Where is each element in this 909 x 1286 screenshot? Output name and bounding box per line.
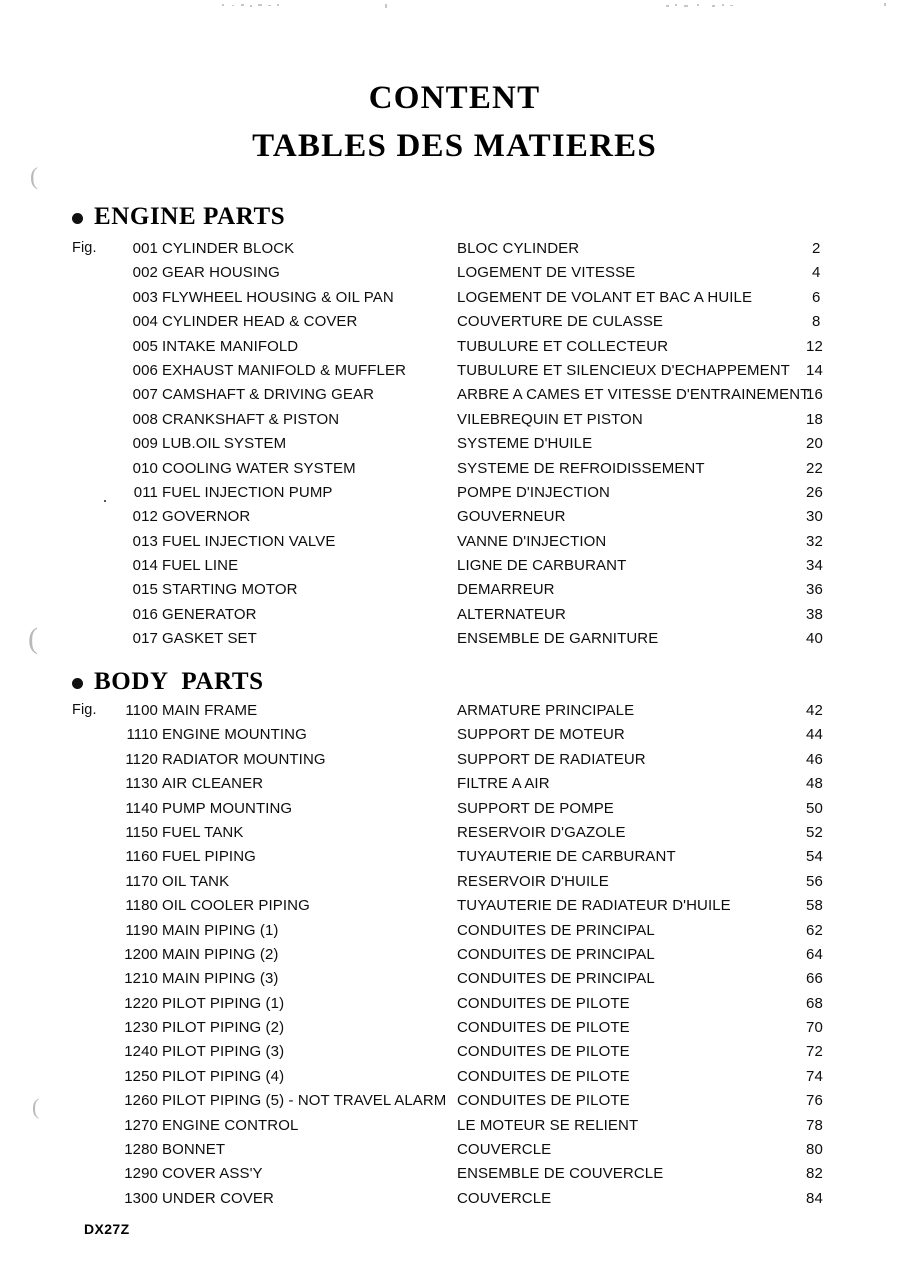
toc-row-title-english: CYLINDER HEAD & COVER <box>162 313 358 331</box>
toc-row-title-french: CONDUITES DE PILOTE <box>457 1019 630 1037</box>
toc-row[interactable] <box>0 946 909 970</box>
toc-row-page-number: 44 <box>806 726 823 744</box>
toc-row-title-english: COVER ASS'Y <box>162 1165 263 1183</box>
toc-row[interactable] <box>0 702 909 726</box>
toc-row-page-number: 42 <box>806 702 823 719</box>
toc-row-figure-number: 006 <box>132 361 158 379</box>
toc-row-figure-number: 1230 <box>124 1019 158 1037</box>
toc-row-page-number: 62 <box>806 921 823 939</box>
toc-row-title-french: TUYAUTERIE DE CARBURANT <box>457 848 676 866</box>
toc-row-title-french: VANNE D'INJECTION <box>457 532 607 550</box>
toc-row[interactable] <box>0 508 909 532</box>
toc-row-title-english: EXHAUST MANIFOLD & MUFFLER <box>162 361 407 379</box>
toc-row-title-french: CONDUITES DE PILOTE <box>457 994 630 1012</box>
toc-row-figure-number: 004 <box>132 313 158 331</box>
toc-row-title-french: COUVERCLE <box>457 1141 552 1159</box>
toc-row-title-english: UNDER COVER <box>162 1189 274 1207</box>
toc-row-figure-number: 1110 <box>126 726 158 744</box>
toc-row-title-french: ENSEMBLE DE COUVERCLE <box>457 1165 664 1183</box>
toc-row-title-english: MAIN PIPING (3) <box>162 970 279 988</box>
toc-row-title-english: FLYWHEEL HOUSING & OIL PAN <box>162 288 394 306</box>
toc-row-title-french: SYSTEME D'HUILE <box>457 435 593 453</box>
toc-row-figure-number: 1270 <box>124 1116 158 1134</box>
toc-row-title-french: LOGEMENT DE VOLANT ET BAC A HUILE <box>457 288 753 306</box>
toc-row-page-number: 72 <box>806 1043 823 1061</box>
toc-row[interactable] <box>0 873 909 897</box>
toc-row-title-english: FUEL TANK <box>162 823 244 841</box>
title-french: TABLES DES MATIERES <box>252 128 657 164</box>
toc-row-figure-number: 1260 <box>124 1092 158 1110</box>
toc-row-page-number: 18 <box>806 410 823 428</box>
section-header-body-parts <box>72 668 264 696</box>
toc-row-page-number: 66 <box>806 970 823 988</box>
toc-row-title-english: CYLINDER BLOCK <box>162 240 295 257</box>
toc-list-body-parts <box>0 702 909 1214</box>
toc-row-page-number: 34 <box>806 557 823 575</box>
toc-row-figure-number: 014 <box>132 557 158 575</box>
toc-row-figure-number: 013 <box>132 532 158 550</box>
toc-row-figure-number: 017 <box>132 630 158 648</box>
toc-row-title-french: DEMARREUR <box>457 581 555 599</box>
toc-row-figure-number: 003 <box>132 288 158 306</box>
section-title-label: ENGINE PARTS <box>94 203 286 230</box>
toc-row-page-number: 36 <box>806 581 823 599</box>
toc-row-figure-number: 1240 <box>124 1043 158 1061</box>
binding-mark: ( <box>32 1094 40 1119</box>
toc-row-title-french: CONDUITES DE PRINCIPAL <box>457 970 655 988</box>
toc-row-title-french: POMPE D'INJECTION <box>457 483 610 501</box>
toc-row-title-french: ARBRE A CAMES ET VITESSE D'ENTRAINEMENT <box>457 386 810 404</box>
toc-row-figure-number: 011 <box>133 483 158 501</box>
toc-row-figure-number: 1220 <box>124 994 158 1012</box>
toc-row-title-english: CRANKSHAFT & PISTON <box>162 410 340 428</box>
toc-row[interactable] <box>0 1068 909 1092</box>
toc-row-figure-number: 1280 <box>124 1141 158 1159</box>
toc-row-page-number: 20 <box>806 435 823 453</box>
toc-row[interactable] <box>0 264 909 288</box>
toc-row-title-french: CONDUITES DE PILOTE <box>457 1092 630 1110</box>
section-title-label: BODY PARTS <box>94 668 264 695</box>
toc-row[interactable] <box>0 775 909 799</box>
toc-row-title-french: ARMATURE PRINCIPALE <box>457 702 635 719</box>
toc-row-title-english: GOVERNOR <box>162 508 251 526</box>
toc-row-title-english: GASKET SET <box>162 630 257 648</box>
toc-row[interactable] <box>0 338 909 362</box>
toc-row-title-english: OIL COOLER PIPING <box>162 897 310 915</box>
toc-row-figure-number: 005 <box>132 337 158 355</box>
toc-row[interactable] <box>0 897 909 921</box>
toc-row-title-english: ENGINE MOUNTING <box>162 726 307 744</box>
toc-row-title-english: MAIN PIPING (2) <box>162 945 279 963</box>
toc-row-page-number: 6 <box>812 288 821 306</box>
toc-row-page-number: 70 <box>806 1019 823 1037</box>
toc-row-title-english: PILOT PIPING (3) <box>162 1043 285 1061</box>
toc-row-figure-number: 1120 <box>125 750 158 768</box>
toc-row[interactable] <box>0 800 909 824</box>
toc-row[interactable] <box>0 484 909 508</box>
toc-row-title-french: COUVERCLE <box>457 1189 552 1207</box>
toc-row-figure-number: 1160 <box>125 848 158 866</box>
toc-row-title-english: MAIN PIPING (1) <box>162 921 279 939</box>
toc-row-title-english: STARTING MOTOR <box>162 581 298 599</box>
toc-row-title-french: RESERVOIR D'GAZOLE <box>457 823 626 841</box>
toc-row[interactable] <box>0 240 909 264</box>
toc-row-title-english: INTAKE MANIFOLD <box>162 337 299 355</box>
toc-row-page-number: 52 <box>806 823 823 841</box>
toc-row[interactable] <box>0 751 909 775</box>
toc-row-page-number: 78 <box>806 1116 823 1134</box>
toc-row-title-french: COUVERTURE DE CULASSE <box>457 313 664 331</box>
toc-row-title-english: RADIATOR MOUNTING <box>162 750 326 768</box>
toc-row-title-french: ENSEMBLE DE GARNITURE <box>457 630 659 648</box>
toc-row-page-number: 14 <box>806 361 823 379</box>
toc-row-title-french: TUYAUTERIE DE RADIATEUR D'HUILE <box>457 897 731 915</box>
toc-row-title-french: SYSTEME DE REFROIDISSEMENT <box>457 459 705 477</box>
toc-row-figure-number: 1130 <box>125 775 158 793</box>
toc-row-page-number: 58 <box>806 897 823 915</box>
toc-row-figure-number: 1300 <box>124 1189 158 1207</box>
toc-row[interactable] <box>0 1190 909 1214</box>
toc-row-title-french: TUBULURE ET SILENCIEUX D'ECHAPPEMENT <box>457 361 790 379</box>
toc-row[interactable] <box>0 922 909 946</box>
toc-row-page-number: 40 <box>806 630 823 648</box>
toc-row-page-number: 32 <box>806 532 823 550</box>
toc-list-engine-parts <box>0 240 909 655</box>
toc-row-title-french: VILEBREQUIN ET PISTON <box>457 410 643 428</box>
toc-row-figure-number: 010 <box>132 459 158 477</box>
toc-row-figure-number: 1200 <box>124 945 158 963</box>
toc-row-title-english: BONNET <box>162 1141 226 1159</box>
toc-row[interactable] <box>0 1043 909 1067</box>
toc-row[interactable] <box>0 824 909 848</box>
toc-row-title-french: SUPPORT DE MOTEUR <box>457 726 625 744</box>
toc-row-page-number: 2 <box>812 240 821 257</box>
toc-row[interactable] <box>0 970 909 994</box>
toc-row-title-english: FUEL PIPING <box>162 848 256 866</box>
toc-row-figure-number: 1210 <box>124 970 158 988</box>
toc-row-figure-number: 1190 <box>125 921 158 939</box>
section-header-engine-parts <box>72 203 285 231</box>
toc-row[interactable] <box>0 848 909 872</box>
toc-row-title-english: FUEL INJECTION PUMP <box>162 483 333 501</box>
toc-row-page-number: 48 <box>806 775 823 793</box>
toc-row[interactable] <box>0 606 909 630</box>
footer-model-code: DX27Z <box>84 1221 130 1237</box>
toc-row-page-number: 8 <box>812 313 821 331</box>
toc-row-title-french: GOUVERNEUR <box>457 508 566 526</box>
toc-row-fig-label: Fig. <box>72 702 97 718</box>
toc-row[interactable] <box>0 460 909 484</box>
toc-row-page-number: 74 <box>806 1067 823 1085</box>
toc-row-title-english: PUMP MOUNTING <box>162 799 293 817</box>
toc-row[interactable] <box>0 289 909 313</box>
toc-row-title-french: CONDUITES DE PRINCIPAL <box>457 945 655 963</box>
toc-row-title-english: FUEL LINE <box>162 557 239 575</box>
toc-row[interactable] <box>0 630 909 654</box>
toc-row[interactable] <box>0 313 909 337</box>
toc-row[interactable] <box>0 581 909 605</box>
toc-row[interactable] <box>0 362 909 386</box>
toc-row-figure-number: 1100 <box>125 702 158 719</box>
title-english: CONTENT <box>368 80 541 116</box>
toc-row-figure-number: 1140 <box>125 799 158 817</box>
toc-row-figure-number: 1150 <box>125 823 158 841</box>
toc-row[interactable] <box>0 411 909 435</box>
toc-row-title-french: FILTRE A AIR <box>457 775 550 793</box>
toc-row-title-english: PILOT PIPING (2) <box>162 1019 285 1037</box>
toc-row[interactable] <box>0 1092 909 1116</box>
binding-mark: ( <box>30 164 38 190</box>
toc-row-page-number: 26 <box>806 483 823 501</box>
toc-row[interactable] <box>0 435 909 459</box>
toc-row-title-english: CAMSHAFT & DRIVING GEAR <box>162 386 375 404</box>
scan-speckle-artifact <box>0 0 909 14</box>
toc-row-figure-number: 008 <box>132 410 158 428</box>
toc-row-figure-number: 1250 <box>124 1067 158 1085</box>
toc-row-title-french: LE MOTEUR SE RELIENT <box>457 1116 639 1134</box>
toc-row[interactable] <box>0 533 909 557</box>
toc-row-figure-number: 1290 <box>124 1165 158 1183</box>
page-title <box>0 78 909 168</box>
toc-row-page-number: 22 <box>806 459 823 477</box>
toc-row-figure-number: 009 <box>132 435 158 453</box>
toc-row[interactable] <box>0 726 909 750</box>
ink-speck-artifact <box>104 500 106 502</box>
toc-row[interactable] <box>0 995 909 1019</box>
toc-row-figure-number: 1170 <box>125 872 158 890</box>
toc-row-figure-number: 015 <box>132 581 158 599</box>
toc-row[interactable] <box>0 1117 909 1141</box>
toc-row-title-english: AIR CLEANER <box>162 775 264 793</box>
bullet-icon <box>72 213 83 224</box>
toc-row-page-number: 68 <box>806 994 823 1012</box>
toc-row-title-english: ENGINE CONTROL <box>162 1116 299 1134</box>
binding-mark: ( <box>28 622 38 655</box>
toc-row-title-english: OIL TANK <box>162 872 230 890</box>
toc-row-title-french: RESERVOIR D'HUILE <box>457 872 609 890</box>
toc-row-page-number: 38 <box>806 605 823 623</box>
toc-row-title-english: PILOT PIPING (1) <box>162 994 285 1012</box>
toc-row-title-french: SUPPORT DE RADIATEUR <box>457 750 646 768</box>
toc-row-title-french: CONDUITES DE PILOTE <box>457 1067 630 1085</box>
toc-row[interactable] <box>0 1165 909 1189</box>
toc-row[interactable] <box>0 386 909 410</box>
toc-row-figure-number: 012 <box>132 508 158 526</box>
toc-row-page-number: 4 <box>812 264 821 282</box>
toc-row-title-english: GEAR HOUSING <box>162 264 280 282</box>
toc-row-page-number: 84 <box>806 1189 823 1207</box>
toc-row-page-number: 80 <box>806 1141 823 1159</box>
toc-row-title-french: CONDUITES DE PILOTE <box>457 1043 630 1061</box>
toc-row-title-french: LIGNE DE CARBURANT <box>457 557 627 575</box>
toc-row-page-number: 54 <box>806 848 823 866</box>
toc-row-figure-number: 016 <box>132 605 158 623</box>
toc-row-page-number: 82 <box>806 1165 823 1183</box>
toc-row-page-number: 30 <box>806 508 823 526</box>
toc-row-figure-number: 002 <box>132 264 158 282</box>
toc-row-page-number: 12 <box>806 337 823 355</box>
toc-row[interactable] <box>0 1141 909 1165</box>
toc-row-page-number: 64 <box>806 945 823 963</box>
toc-row-title-english: PILOT PIPING (5) - NOT TRAVEL ALARM <box>162 1092 447 1110</box>
toc-row-page-number: 50 <box>806 799 823 817</box>
toc-row-figure-number: 001 <box>132 240 158 257</box>
toc-row-title-english: MAIN FRAME <box>162 702 258 719</box>
toc-row-page-number: 16 <box>806 386 823 404</box>
toc-row-title-french: LOGEMENT DE VITESSE <box>457 264 636 282</box>
toc-row-title-english: PILOT PIPING (4) <box>162 1067 285 1085</box>
toc-row[interactable] <box>0 1019 909 1043</box>
toc-row-title-french: CONDUITES DE PRINCIPAL <box>457 921 655 939</box>
toc-row[interactable] <box>0 557 909 581</box>
toc-row-page-number: 76 <box>806 1092 823 1110</box>
toc-row-title-french: SUPPORT DE POMPE <box>457 799 614 817</box>
toc-row-title-french: BLOC CYLINDER <box>457 240 580 257</box>
toc-row-title-english: FUEL INJECTION VALVE <box>162 532 336 550</box>
toc-row-page-number: 56 <box>806 872 823 890</box>
toc-row-title-english: GENERATOR <box>162 605 257 623</box>
toc-row-page-number: 46 <box>806 750 823 768</box>
toc-row-figure-number: 007 <box>132 386 158 404</box>
toc-row-figure-number: 1180 <box>125 897 158 915</box>
toc-row-title-french: ALTERNATEUR <box>457 605 566 623</box>
bullet-icon <box>72 678 83 689</box>
toc-row-title-english: COOLING WATER SYSTEM <box>162 459 356 477</box>
toc-row-title-english: LUB.OIL SYSTEM <box>162 435 287 453</box>
toc-row-fig-label: Fig. <box>72 240 97 256</box>
toc-row-title-french: TUBULURE ET COLLECTEUR <box>457 337 669 355</box>
